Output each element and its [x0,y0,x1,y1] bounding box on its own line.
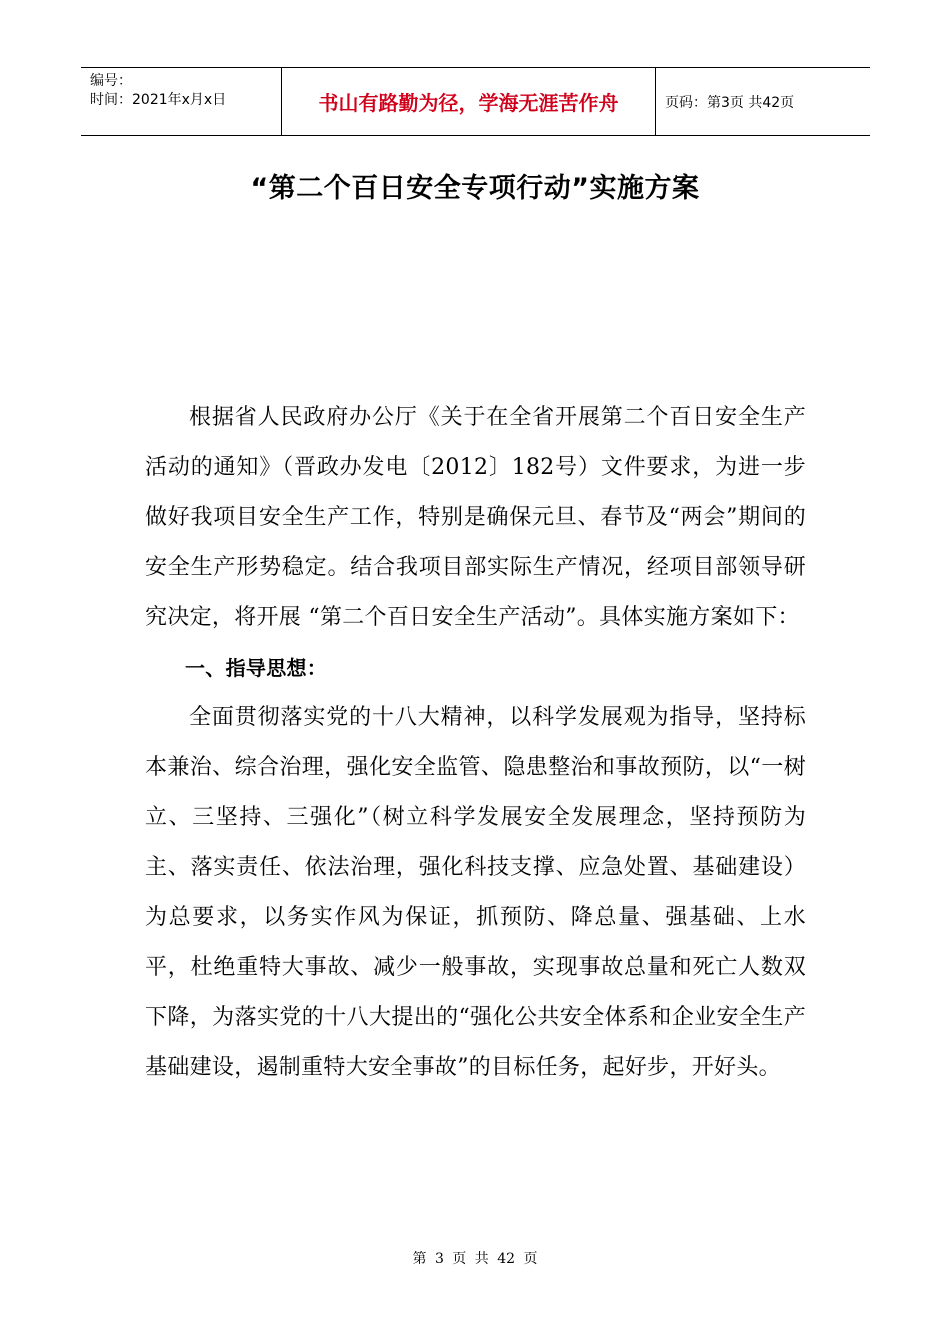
intro-paragraph: 根据省人民政府办公厅《关于在全省开展第二个百日安全生产活动的通知》（晋政办发电〔2012〕182号）文件要求，为进一步做好我项目安全生产工作，特别是确保元旦、春节及“两会”期间的安全生产形势稳定。结合我项目部实际生产情况，经项目部领导研究决定，将开展 “第二个百日安全生产活动”。具体实施方案如下： [145,405,806,630]
document-header [81,67,870,136]
motto: 书山有路勤为径，学海无涯苦作舟 [282,68,656,135]
guiding-ideology-paragraph: 全面贯彻落实党的十八大精神，以科学发展观为指导，坚持标本兼治、综合治理，强化安全监管、隐患整治和事故预防，以“一树立、三坚持、三强化”（树立科学发展安全发展理念，坚持预防为主、落实责任、依法治理，强化科技支撑、应急处置、基础建设）为总要求，以务实作风为保证，抓预防、降总量、强基础、上水平，杜绝重特大事故、减少一般事故，实现事故总量和死亡人数双下降，为落实党的十八大提出的“强化公共安全体系和企业安全生产基础建设，遏制重特大安全事故”的目标任务，起好步，开好头。 [145,705,806,1080]
document-title: “第二个百日安全专项行动”实施方案 [250,173,700,204]
section-heading-guiding-ideology: 一、指导思想： [185,656,328,680]
page-footer: 第 3 页 共 42 页 [412,1251,538,1267]
number-label: 编号： [90,73,132,89]
date-label: 时间：2021年x月x日 [90,92,227,108]
document-body [145,393,806,1093]
header-meta-cell [81,68,282,135]
page-info: 页码：第3页 共42页 [665,94,795,111]
